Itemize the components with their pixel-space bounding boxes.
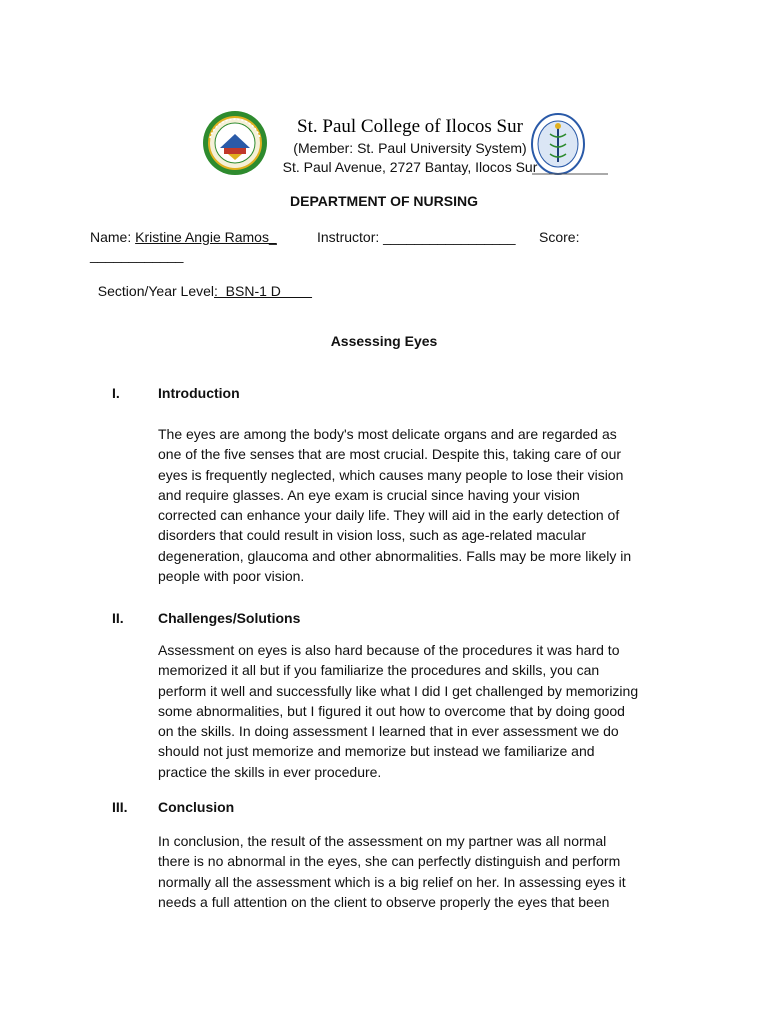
paragraph-line: memorized it all but if you familiarize the procedures and skills, you can — [158, 662, 600, 679]
section-heading-conclusion: Conclusion — [158, 799, 235, 815]
college-seal-icon — [202, 110, 268, 176]
address-line: St. Paul Avenue, 2727 Bantay, Ilocos Sur — [282, 159, 538, 175]
section-label: Section/Year Level — [97, 283, 215, 299]
paragraph-line: perform it well and successfully like what I did I get challenged by memorizing — [158, 682, 639, 699]
paragraph-line: and require glasses. An eye exam is crucial since having your vision — [158, 486, 580, 503]
paragraph-line: on the skills. In doing assessment I learned that in ever assessment we do — [158, 723, 619, 740]
name-line — [90, 228, 277, 246]
paragraph-line: Assessment on eyes is also hard because of the procedures it was hard to — [158, 642, 620, 658]
section-value: : BSN-1 D — [214, 283, 313, 299]
paragraph-line: practice the skills in ever procedure. — [158, 763, 382, 780]
paragraph-line: some abnormalities, but I figured it out how to overcome that by doing good — [158, 702, 625, 719]
name-value: Kristine Angie Ramos_ — [135, 229, 277, 245]
score-blank: ____________ — [90, 247, 184, 263]
paragraph-line: eyes is frequently neglected, which causes many people to lose their vision — [158, 466, 624, 483]
paragraph-line: one of the five senses that are most crucial. Despite this, taking care of our — [158, 446, 622, 463]
paragraph-line: corrected can enhance your daily life. They will aid in the early detection of — [158, 507, 620, 524]
instructor-value: _________________ — [383, 229, 516, 245]
paragraph-line: The eyes are among the body's most delicate organs and are regarded as — [158, 426, 617, 442]
paragraph-line: normally all the assessment which is a big relief on her. In assessing eyes it — [158, 873, 626, 890]
section-heading-challenges: Challenges/Solutions — [158, 610, 301, 626]
instructor-line — [317, 228, 516, 246]
paragraph-line: disorders that could result in vision loss, such as age-related macular — [158, 527, 586, 544]
paragraph-line: should not just memorize and memorize but instead we familiarize and — [158, 743, 595, 760]
letterhead — [260, 115, 560, 177]
paragraph-conclusion — [158, 831, 688, 912]
paragraph-line: degeneration, glaucoma and other abnormalities. Falls may be more likely in — [158, 547, 632, 564]
section-number: III. — [112, 799, 128, 815]
paragraph-line: In conclusion, the result of the assessment on my partner was all normal — [158, 833, 607, 849]
section-heading-introduction: Introduction — [158, 385, 240, 401]
paragraph-line: people with poor vision. — [158, 568, 305, 585]
nursing-seal-icon — [530, 112, 610, 176]
section-number: II. — [112, 610, 124, 626]
department-title: DEPARTMENT OF NURSING — [290, 193, 478, 209]
paragraph-line: needs a full attention on the client to observe properly the eyes that been — [158, 893, 610, 910]
member-line: (Member: St. Paul University System) — [293, 140, 527, 156]
name-label: Name: — [90, 229, 136, 245]
section-line — [90, 264, 312, 300]
instructor-label: Instructor: — [317, 229, 384, 245]
paragraph-challenges — [158, 640, 688, 782]
document-title: Assessing Eyes — [330, 333, 438, 349]
score-label: Score: — [539, 229, 580, 245]
section-number: I. — [112, 385, 120, 401]
college-name: St. Paul College of Ilocos Sur — [297, 116, 523, 137]
paragraph-introduction — [158, 424, 688, 586]
paragraph-line: there is no abnormal in the eyes, she can perfectly distinguish and perform — [158, 853, 621, 870]
